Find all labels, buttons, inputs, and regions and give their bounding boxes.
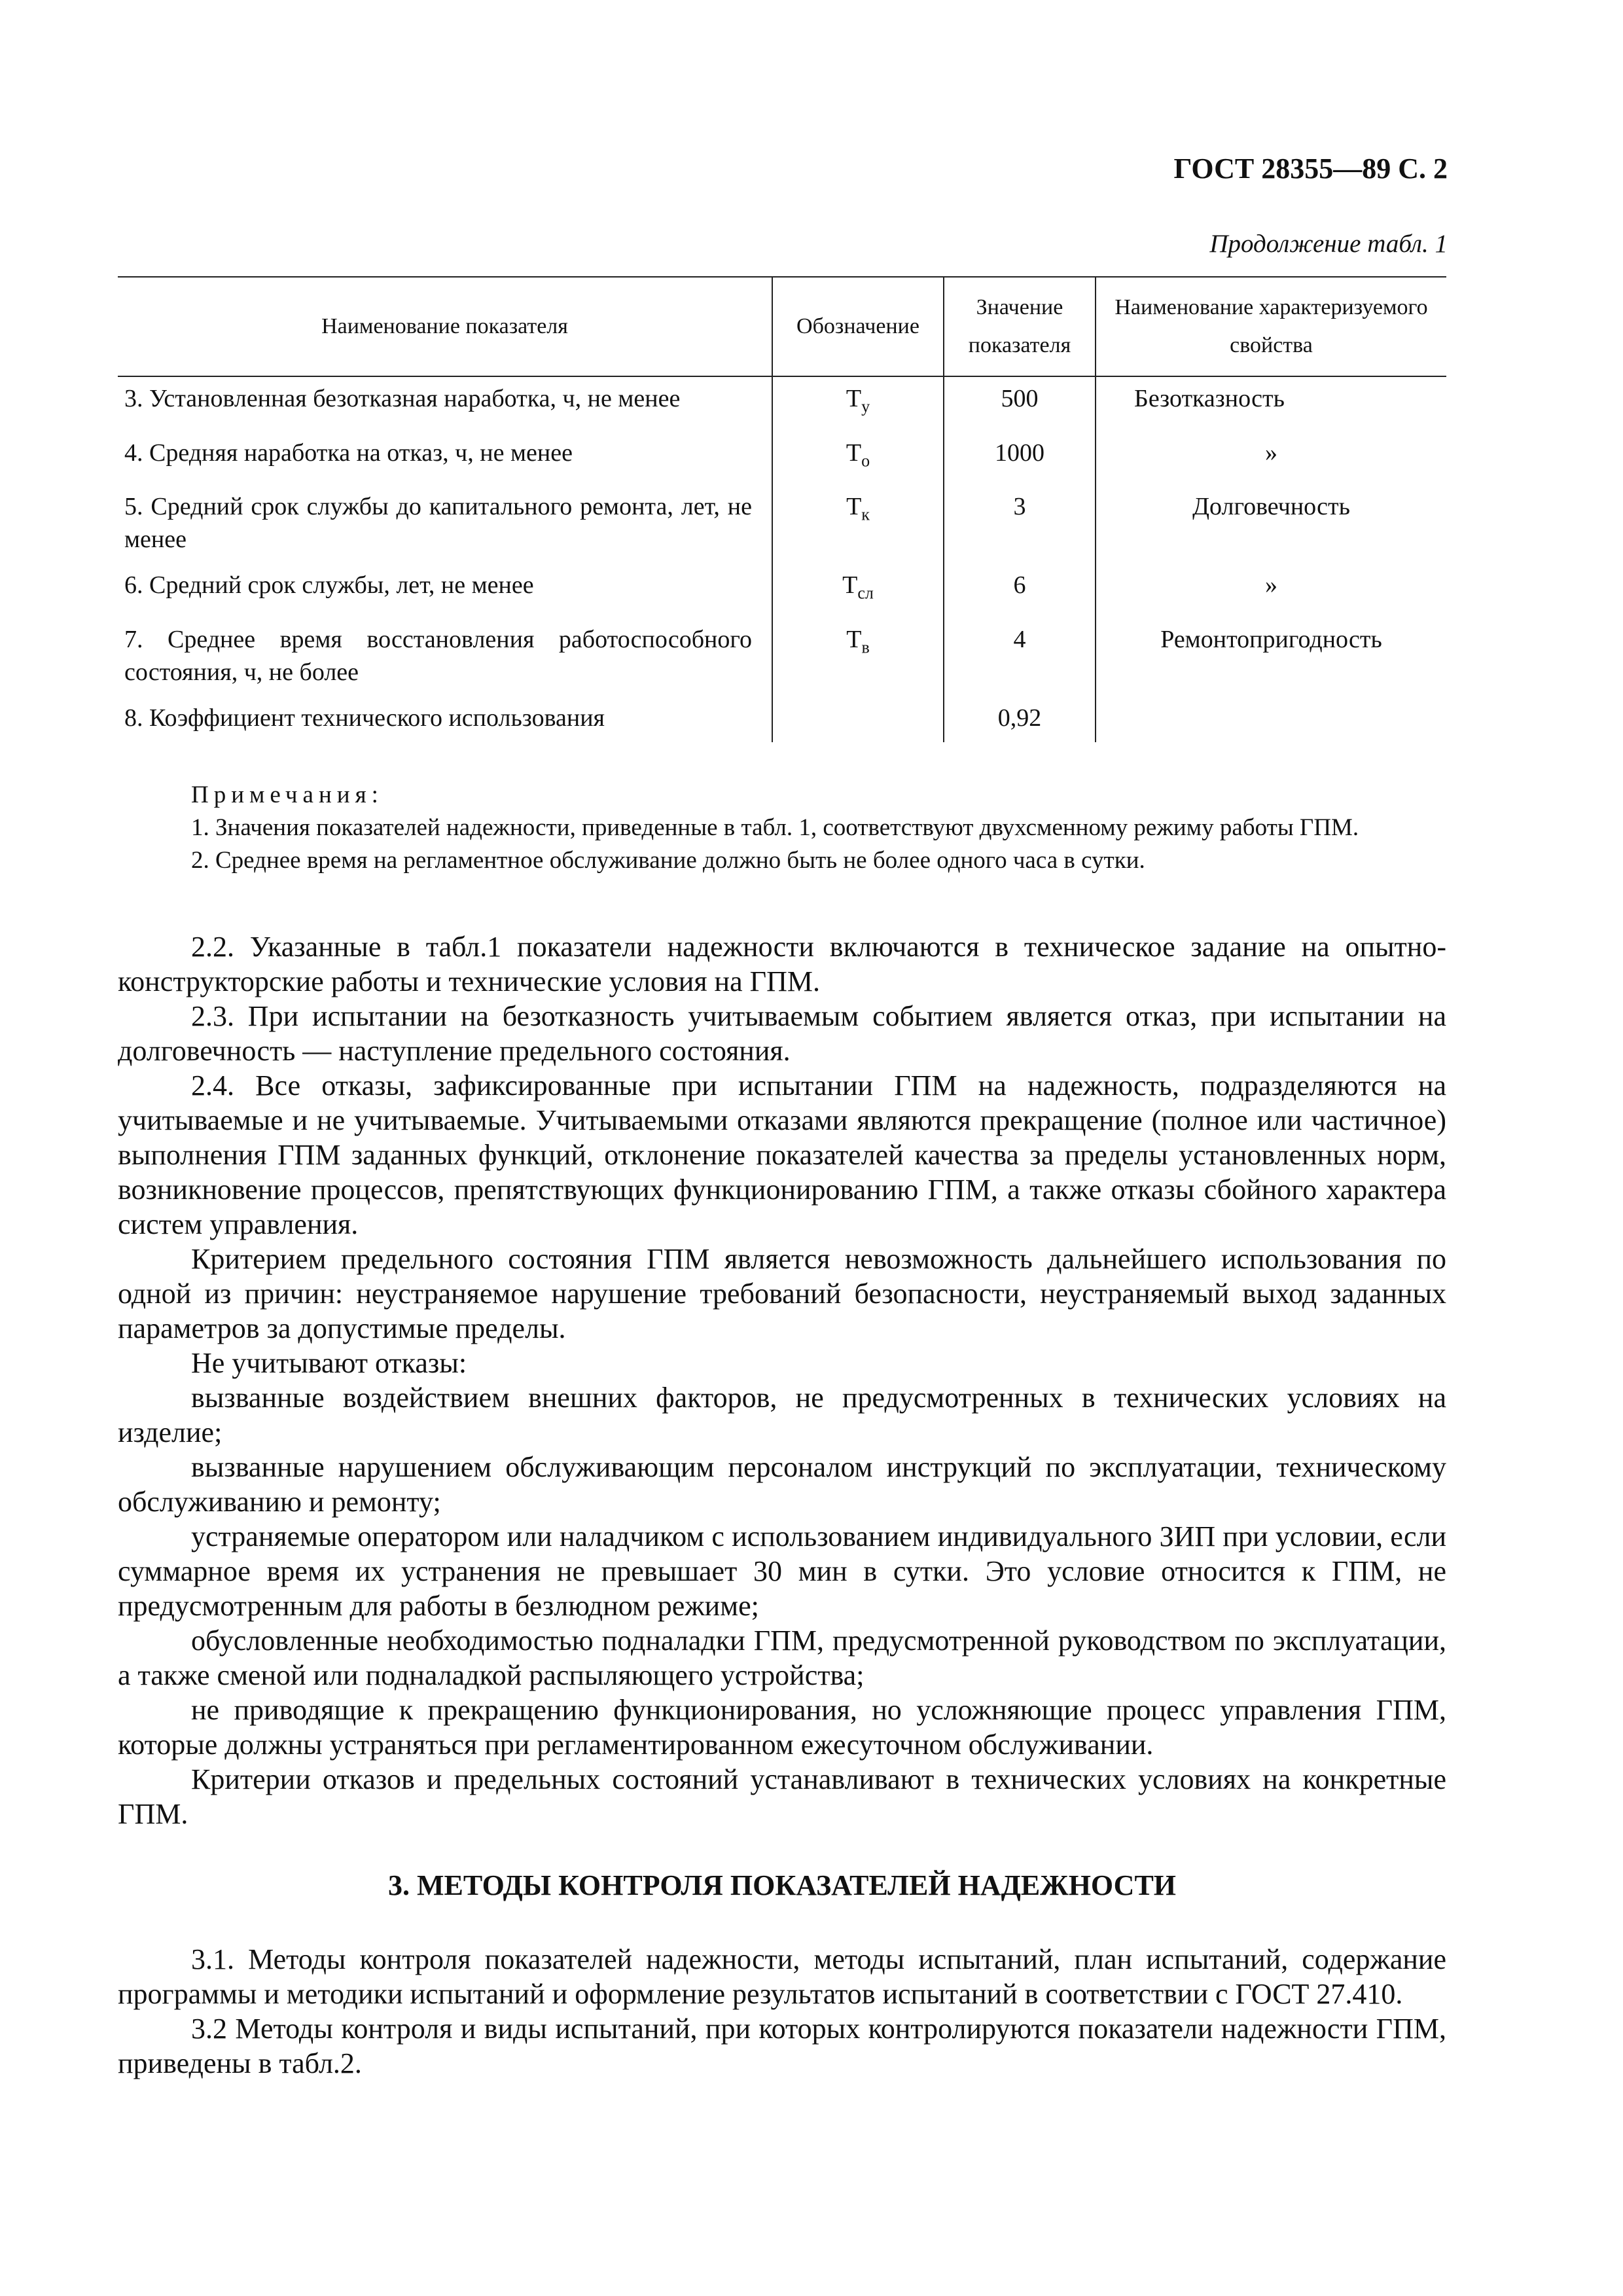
indicator-value: 4: [944, 618, 1096, 696]
table-notes: [118, 779, 1446, 877]
indicator-name: 3. Установленная безотказная наработка, ч, не менее: [124, 385, 681, 412]
paragraph: не приводящие к прекращению функционирования, но усложняющие процесс управления ГПМ, которые должны устраняться при регламентированном ежесуточном обслуживании.: [118, 1694, 1446, 1761]
indicator-property: Долговечность: [1096, 485, 1446, 564]
indicator-value: 500: [944, 376, 1096, 431]
indicator-value: 0,92: [944, 696, 1096, 742]
indicator-property: Ремонтопригодность: [1096, 618, 1446, 696]
col-header-name: Наименование показателя: [118, 277, 772, 376]
paragraph: вызванные воздействием внешних факторов, не предусмотренных в технических условиях на изделие;: [118, 1382, 1446, 1448]
paragraph: 2.4. Все отказы, зафиксированные при испытании ГПМ на надежность, подразделяются на учитываемые и не учитываемые. Учитываемыми отказами являются прекращение (полное или частичное) выполнения ГПМ заданных функций, отклонение показателей качества за пределы установленных норм, возникновение процессов, препятствующих функционированию ГПМ, а также отказы сбойного характера систем управления.: [118, 1069, 1446, 1240]
table-continuation-label: Продолжение табл. 1: [1209, 230, 1448, 258]
paragraph: Критерием предельного состояния ГПМ является невозможность дальнейшего использования по одной из причин: неустраняемое нарушение требований безопасности, неустраняемый выход заданных параметров за допустимые пределы.: [118, 1243, 1446, 1344]
paragraph: Критерии отказов и предельных состояний устанавливают в технических условиях на конкретные ГПМ.: [118, 1763, 1446, 1830]
indicator-symbol: $Т_{сл}$: [772, 564, 944, 618]
indicator-name: 6. Средний срок службы, лет, не менее: [124, 571, 534, 600]
paragraph: 3.1. Методы контроля показателей надежности, методы испытаний, план испытаний, содержание программы и методики испытаний и оформление результатов испытаний в соответствии с ГОСТ 27.410.: [118, 1943, 1446, 2010]
col-header-value: Значение показателя: [944, 277, 1096, 376]
indicator-value: 1000: [944, 431, 1096, 486]
table-row: [118, 485, 1446, 564]
indicator-name: 4. Средняя наработка на отказ, ч, не менее: [124, 439, 573, 467]
table-row: [118, 376, 1446, 431]
paragraph: 3.2 Методы контроля и виды испытаний, при которых контролируются показатели надежности ГПМ, приведены в табл.2.: [118, 2013, 1446, 2079]
indicator-value: 3: [944, 485, 1096, 564]
indicator-symbol: $Т_у$: [772, 376, 944, 431]
indicator-symbol: $Т_о$: [772, 431, 944, 486]
indicator-name: 8. Коэффициент технического использования: [124, 704, 605, 732]
paragraph: устраняемые оператором или наладчиком с использованием индивидуального ЗИП при условии, если суммарное время их устранения не превышает 30 мин в сутки. Это условие относится к ГПМ, не предусмотренным для работы в безлюдном режиме;: [118, 1520, 1446, 1622]
indicator-property: »: [1096, 564, 1446, 618]
table-row: [118, 564, 1446, 618]
section-heading: 3. МЕТОДЫ КОНТРОЛЯ ПОКАЗАТЕЛЕЙ НАДЕЖНОСТИ: [387, 1869, 1177, 1901]
indicator-property: Безотказность: [1096, 376, 1446, 431]
indicator-property: »: [1096, 431, 1446, 486]
note-item: 1. Значения показателей надежности, приведенные в табл. 1, соответствуют двухсменному режиму работы ГПМ.: [191, 814, 1359, 841]
reliability-indicators-table: [118, 276, 1446, 742]
paragraph: Не учитывают отказы:: [191, 1347, 467, 1379]
indicator-symbol: [772, 696, 944, 742]
note-item: 2. Среднее время на регламентное обслуживание должно быть не более одного часа в сутки.: [191, 847, 1145, 874]
indicator-property: [1096, 696, 1446, 742]
indicator-symbol: $Т_в$: [772, 618, 944, 696]
table-header-row: [118, 277, 1446, 376]
col-header-property: Наименование характеризуемого свойства: [1096, 277, 1446, 376]
indicator-value: 6: [944, 564, 1096, 618]
paragraph: 2.3. При испытании на безотказность учитываемым событием является отказ, при испытании на долговечность — наступление предельного состояния.: [118, 1000, 1446, 1067]
paragraph: вызванные нарушением обслуживающим персоналом инструкций по эксплуатации, техническому обслуживанию и ремонту;: [118, 1451, 1446, 1518]
paragraph: 2.2. Указанные в табл.1 показатели надежности включаются в техническое задание на опытно-конструкторские работы и технические условия на ГПМ.: [118, 931, 1446, 997]
col-header-symbol: Обозначение: [772, 277, 944, 376]
table-row: [118, 618, 1446, 696]
indicator-name: 5. Средний срок службы до капитального ремонта, лет, не менее: [124, 493, 752, 554]
document-header: ГОСТ 28355—89 С. 2: [1173, 152, 1448, 185]
indicator-symbol: $Т_к$: [772, 485, 944, 564]
paragraph: обусловленные необходимостью подналадки ГПМ, предусмотренной руководством по эксплуатации, а также сменой или подналадкой распыляющего устройства;: [118, 1624, 1446, 1691]
table-row: [118, 696, 1446, 742]
indicator-name: 7. Среднее время восстановления работоспособного состояния, ч, не более: [124, 625, 752, 686]
table-row: [118, 431, 1446, 486]
notes-title: Примечания:: [191, 781, 383, 808]
document-body: [118, 929, 1446, 2081]
